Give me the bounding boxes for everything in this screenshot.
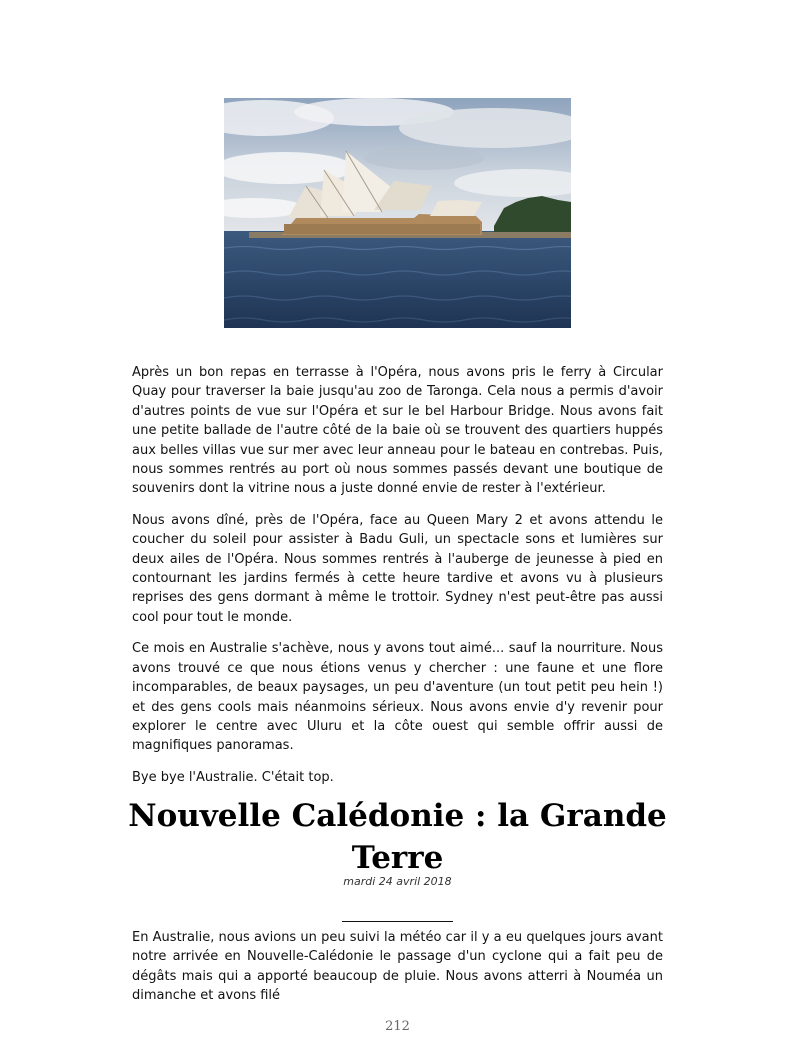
chapter-title: Nouvelle Calédonie : la Grande Terre bbox=[128, 798, 667, 876]
title-separator bbox=[342, 921, 453, 922]
chapter-intro bbox=[132, 928, 663, 1018]
chapter-date: mardi 24 avril 2018 bbox=[343, 875, 452, 888]
paragraph-new-caledonia-intro: En Australie, nous avions un peu suivi la météo car il y a eu quelques jours avant notre arrivée en Nouvelle-Calédonie le passage d'un cyclone qui a fait peu de dégâts mais qui a apporté beaucoup de pluie. Nous avons atterri à Nouméa un dimanche et avons filé bbox=[132, 930, 663, 1004]
paragraph-circular-quay: Après un bon repas en terrasse à l'Opéra, nous avons pris le ferry à Circular Quay pour traverser la baie jusqu'au zoo de Taronga. Cela nous a permis d'avoir d'autres points de vue sur l'Opéra et sur le bel Harbour Bridge. Nous avons fait une petite ballade de l'autre côté de la baie où se trouvent des quartiers huppés aux belles villas vue sur mer avec leur anneau pour le bateau en contrebas. Puis, nous sommes rentrés au port où nous sommes passés devant une boutique de souvenirs dont la vitrine nous a juste donné envie de rester à l'extérieur. bbox=[132, 365, 663, 497]
sydney-opera-house-photo bbox=[224, 98, 571, 328]
article-body bbox=[132, 363, 663, 799]
page-number: 212 bbox=[385, 1019, 410, 1034]
paragraph-badu-guli: Nous avons dîné, près de l'Opéra, face au Queen Mary 2 et avons attendu le coucher du soleil pour assister à Badu Guli, un spectacle sons et lumières sur deux ailes de l'Opéra. Nous sommes rentrés à l'auberge de jeunesse à pied en contournant les jardins fermés à cette heure tardive et avons vu à plusieurs reprises des gens dormant à même le trottoir. Sydney n'est peut-être pas aussi cool pour tout le monde. bbox=[132, 512, 663, 625]
paragraph-australia-summary: Ce mois en Australie s'achève, nous y avons tout aimé... sauf la nourriture. Nous avons trouvé ce que nous étions venus y chercher : une faune et une flore incomparables, de beaux paysages, un peu d'aventure (un tout petit peu hein !) et des gens cools mais néanmoins sérieux. Nous avons envie d'y revenir pour explorer le centre avec Uluru et la côte ouest qui semble offrir aussi de magnifiques panoramas. bbox=[132, 641, 663, 754]
opera-house-illustration bbox=[224, 98, 571, 328]
paragraph-goodbye: Bye bye l'Australie. C'était top. bbox=[132, 769, 334, 785]
